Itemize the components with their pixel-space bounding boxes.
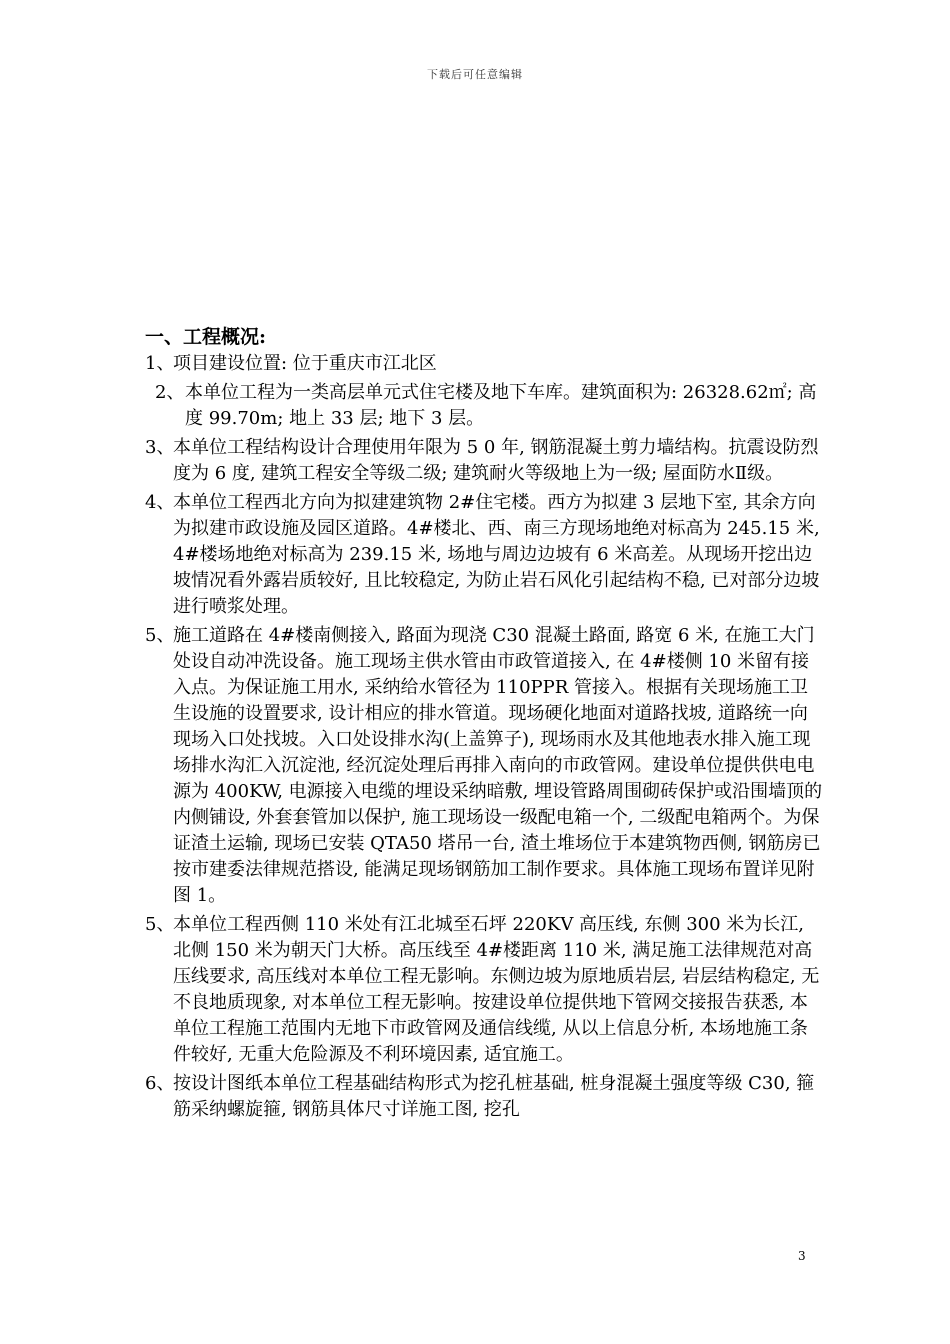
item-number: 4、 (145, 492, 175, 513)
item-text: 项目建设位置: 位于重庆市江北区 (173, 353, 437, 374)
section-title: 一、工程概况: (145, 326, 267, 348)
item-text: 本单位工程为一类高层单元式住宅楼及地下车库。建筑面积为: 26328.62㎡; 高度 99.70m; 地上 33 层; 地下 3 层。 (185, 382, 817, 429)
item-number: 1、 (145, 353, 175, 374)
page-header: 下载后可任意编辑 (427, 68, 523, 81)
item-number: 3、 (145, 437, 175, 458)
item-number: 5、 (145, 625, 175, 646)
list-item (145, 351, 825, 377)
list-item (145, 623, 825, 909)
item-text: 本单位工程西北方向为拟建建筑物 2#住宅楼。西方为拟建 3 层地下室, 其余方向为拟建市政设施及园区道路。4#楼北、西、南三方现场地绝对标高为 245.15 米, 4#楼场地绝对标高为 239.15 米, 场地与周边边坡有 6 米高差。从现场开挖出边坡情况看外露岩质较好, 且比较稳定, 为防止岩石风化引起结构不稳, 已对部分边坡进行喷浆处理。 (173, 492, 820, 617)
item-number: 2、 (155, 382, 185, 403)
list-item (145, 380, 825, 432)
list-item (145, 490, 825, 620)
item-text: 按设计图纸本单位工程基础结构形式为挖孔桩基础, 桩身混凝土强度等级 C30, 箍筋采纳螺旋箍, 钢筋具体尺寸详施工图, 挖孔 (173, 1073, 815, 1120)
item-text: 本单位工程西侧 110 米处有江北城至石坪 220KV 高压线, 东侧 300 米为长江, 北侧 150 米为朝天门大桥。高压线至 4#楼距离 110 米, 满足施工法律规范对高压线要求, 高压线对本单位工程无影响。东侧边坡为原地质岩层, 岩层结构稳定, 无不良地质现象, 对本单位工程无影响。按建设单位提供地下管网交接报告获悉, 本单位工程施工范围内无地下市政管网及通信线缆, 从以上信息分析, 本场地施工条件较好, 无重大危险源及不利环境因素, 适宜施工。 (173, 914, 820, 1065)
item-text: 本单位工程结构设计合理使用年限为 5 0 年, 钢筋混凝土剪力墙结构。抗震设防烈度为 6 度, 建筑工程安全等级二级; 建筑耐火等级地上为一级; 屋面防水Ⅱ级。 (173, 437, 819, 484)
list-item (145, 1071, 825, 1123)
document-body (145, 324, 825, 1123)
item-number: 6、 (145, 1073, 175, 1094)
page-number: 3 (798, 1249, 806, 1263)
list-item (145, 435, 825, 487)
item-text: 施工道路在 4#楼南侧接入, 路面为现浇 C30 混凝土路面, 路宽 6 米, 在施工大门处设自动冲洗设备。施工现场主供水管由市政管道接入, 在 4#楼侧 10 米留有接入点。为保证施工用水, 采纳给水管径为 110PPR 管接入。根据有关现场施工卫生设施的设置要求, 设计相应的排水管道。现场硬化地面对道路找坡, 道路统一向现场入口处找坡。入口处设排水沟(上盖箅子), 现场雨水及其他地表水排入施工现场排水沟汇入沉淀池, 经沉淀处理后再排入南向的市政管网。建设单位提供供电电源为 400KW, 电源接入电缆的埋设采纳暗敷, 埋设管路周围砌砖保护或沿围墙顶的内侧铺设, 外套套管加以保护, 施工现场设一级配电箱一个, 二级配电箱两个。为保证渣土运输, 现场已安装 QTA50 塔吊一台, 渣土堆场位于本建筑物西侧, 钢筋房已按市建委法律规范搭设, 能满足现场钢筋加工制作要求。具体施工现场布置详见附图 1。 (173, 625, 823, 906)
item-number: 5、 (145, 914, 175, 935)
list-item (145, 912, 825, 1068)
